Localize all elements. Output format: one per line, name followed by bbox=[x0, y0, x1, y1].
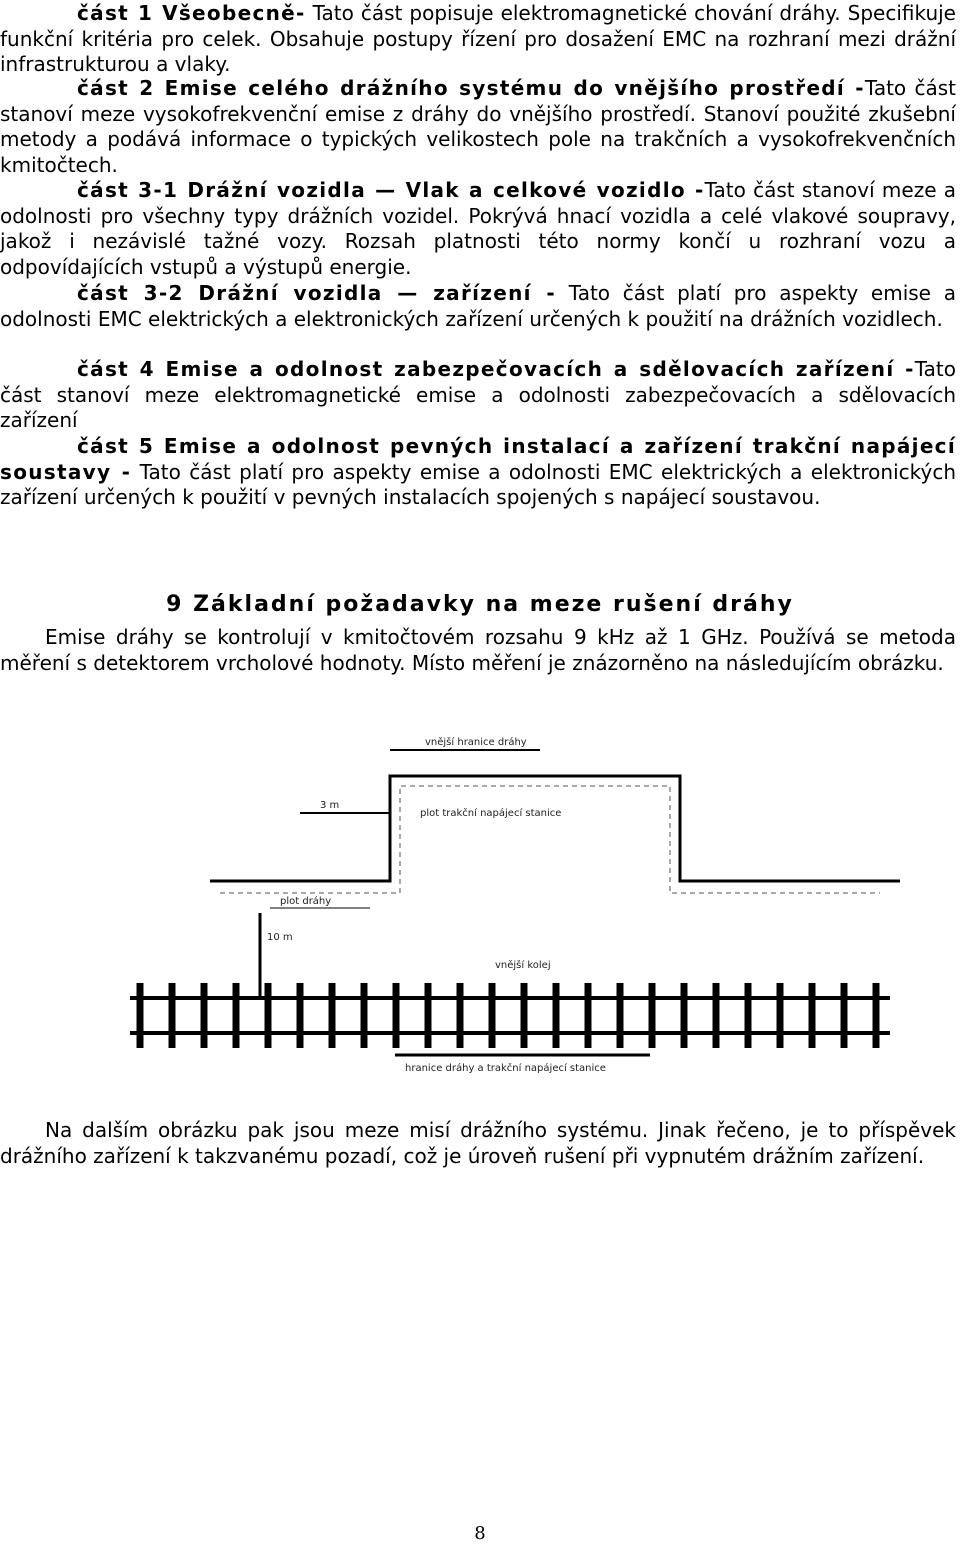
part-3-2-text: Tato část platí pro aspekty emise a odolnosti EMC elektrických a elektronických zařízení určených k použití na drážních vozidlech. bbox=[0, 281, 957, 331]
part-3-1-text: Tato část stanoví meze a odolnosti pro všechny typy drážních vozidel. Pokrývá hnací vozidla a celé vlakové soupravy, jakož i nezávislé tažné vozy. Rozsah platnosti této normy končí u rozhraní vozu a odpovídajících vstupů a výstupů energie. bbox=[0, 178, 956, 279]
dimension-10m-label: 10 m bbox=[267, 932, 293, 943]
part-3-1-heading: část 3-1 Drážní vozidla — Vlak a celkové vozidlo - bbox=[77, 178, 705, 202]
measurement-location-figure bbox=[120, 728, 900, 1098]
section-outro bbox=[0, 1118, 956, 1169]
part-3-2-heading: část 3-2 Drážní vozidla — zařízení - bbox=[77, 281, 557, 305]
part-4-paragraph bbox=[0, 357, 956, 434]
fence-label: plot dráhy bbox=[280, 896, 332, 907]
part-1-heading: část 1 Všeobecně- bbox=[77, 1, 306, 25]
part-1-text: Tato část popisuje elektromagnetické chování dráhy. Specifikuje funkční kritéria pro celek. Obsahuje postupy řízení pro dosažení EMC na rozhraní mezi drážní infrastrukturou a vlaky. bbox=[0, 1, 956, 77]
section-title: 9 Základní požadavky na meze rušení dráhy bbox=[166, 592, 794, 617]
part-5-paragraph bbox=[0, 434, 956, 511]
substation-outline bbox=[210, 776, 900, 881]
outer-rail-label: vnější kolej bbox=[495, 960, 551, 971]
part-2-heading: část 2 Emise celého drážního systému do vnějšího prostředí - bbox=[77, 76, 865, 100]
section-intro bbox=[0, 625, 956, 676]
part-1-paragraph bbox=[0, 1, 956, 78]
part-4-heading: část 4 Emise a odolnost zabezpečovacích a sdělovacích zařízení - bbox=[77, 357, 915, 381]
substation-fence-label: plot trakční napájecí stanice bbox=[420, 808, 562, 819]
part-3-2-paragraph bbox=[0, 281, 956, 332]
part-5-heading: část 5 Emise a odolnost pevných instalací a zařízení trakční napájecí soustavy - bbox=[0, 434, 956, 484]
section-intro-text: Emise dráhy se kontrolují v kmitočtovém rozsahu 9 kHz až 1 GHz. Používá se metoda měření s detektorem vrcholové hodnoty. Místo měření je znázorněno na následujícím obrázku. bbox=[0, 625, 956, 675]
part-5-text: Tato část platí pro aspekty emise a odolnosti EMC elektrických a elektronických zařízení určených k použití v pevných instalacích spojených s napájecí soustavou. bbox=[0, 459, 956, 510]
part-4-text: Tato část stanoví meze elektromagnetické emise a odolnosti zabezpečovacích a sdělovacích zařízení bbox=[0, 357, 956, 433]
track-sleepers bbox=[140, 983, 876, 1048]
part-2-paragraph bbox=[0, 76, 956, 178]
railway-fence-line bbox=[220, 786, 880, 893]
outer-boundary-label: vnější hranice dráhy bbox=[425, 737, 527, 748]
section-outro-text: Na dalším obrázku pak jsou meze misí drážního systému. Jinak řečeno, je to příspěvek drážního zařízení k takzvanému pozadí, což je úroveň rušení při vypnutém drážním zařízení. bbox=[0, 1118, 956, 1168]
part-3-1-paragraph bbox=[0, 178, 956, 280]
bottom-boundary-label: hranice dráhy a trakční napájecí stanice bbox=[405, 1063, 606, 1074]
part-2-text: Tato část stanoví meze vysokofrekvenční emise z dráhy do vnějšího prostředí. Stanoví použité zkušební metody a podává informace o typických velikostech pole na trakčních a vysokofrekvenčních kmitočtech. bbox=[0, 76, 956, 177]
page-number: 8 bbox=[474, 1523, 486, 1544]
dimension-3m-label: 3 m bbox=[320, 800, 340, 811]
